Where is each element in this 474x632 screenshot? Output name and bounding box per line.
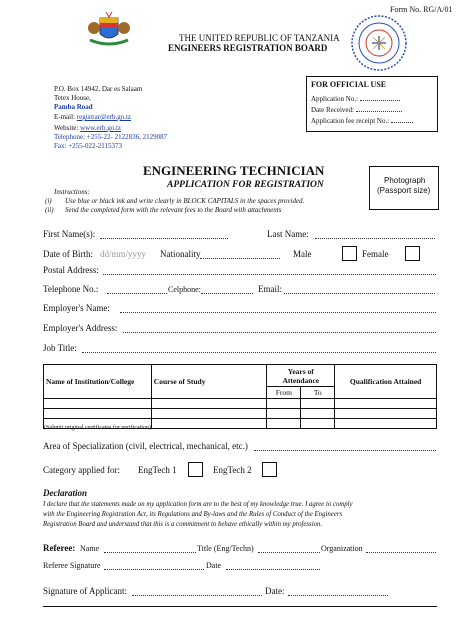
referee-signature-label: Referee Signature — [43, 561, 101, 570]
header-from: From — [267, 387, 301, 399]
referee-label: Referee: — [43, 543, 76, 553]
engtech2-checkbox[interactable] — [262, 462, 277, 477]
employer-name-label: Employer's Name: — [43, 303, 110, 313]
referee-name-field[interactable] — [104, 552, 196, 553]
employer-address-label: Employer's Address: — [43, 323, 118, 333]
instruction-2: Send the completed form with the relevant fees to the Board with attachments — [65, 206, 282, 214]
specialization-field[interactable] — [254, 450, 436, 451]
dob-input[interactable]: dd/mm/yyyy — [100, 249, 147, 259]
telephone: Telephone: +255-22- 2122836, 2129087 — [54, 133, 168, 141]
cellphone-field[interactable] — [201, 293, 253, 294]
referee-organization-field[interactable] — [366, 552, 436, 553]
photo-label: Photograph — [384, 176, 426, 185]
declaration-text-3: Registration Board and understand that this is a commitment to behave ethically within my profession. — [43, 521, 323, 528]
referee-name-label: Name — [80, 544, 100, 553]
date-received-label: Date Received: — [311, 106, 354, 114]
job-title-label: Job Title: — [43, 343, 77, 353]
date-received-field[interactable] — [356, 111, 402, 112]
instruction-2-number: (ii) — [45, 206, 54, 214]
telephone-field[interactable] — [107, 293, 167, 294]
instruction-1-number: (i) — [45, 197, 52, 205]
header-qualification: Qualification Attained — [335, 365, 437, 399]
telephone-label: Telephone No.: — [43, 284, 99, 294]
tanzania-coat-of-arms-logo — [86, 10, 132, 48]
application-number-label: Application No.: — [311, 95, 359, 103]
date-received — [311, 106, 402, 114]
declaration-text-1: I declare that the statements made on my application form are to the best of my knowledge true. I agree to comply — [43, 501, 353, 508]
specialization-label: Area of Specialization (civil, electrical, mechanical, etc.) — [43, 441, 248, 451]
last-name-label: Last Name: — [267, 229, 309, 239]
table-note: (Submit original certificates for verification) — [44, 425, 151, 431]
official-use-title: FOR OFFICIAL USE — [311, 80, 387, 89]
application-number-field[interactable] — [360, 100, 400, 101]
table-row[interactable] — [44, 409, 437, 419]
engtech1-label: EngTech 1 — [138, 465, 177, 475]
republic-title: THE UNITED REPUBLIC OF TANZANIA — [179, 33, 340, 43]
email-field-label: Email: — [258, 284, 282, 294]
email-label: E-mail: — [54, 113, 75, 121]
fee-receipt — [311, 117, 413, 125]
erb-seal-logo — [350, 14, 408, 72]
website-link[interactable]: www.erb.go.tz — [80, 124, 122, 132]
first-names-field[interactable] — [100, 238, 228, 239]
declaration-heading: Declaration — [43, 488, 87, 498]
referee-title-field[interactable] — [258, 552, 320, 553]
referee-date-field[interactable] — [226, 569, 320, 570]
applicant-date-field[interactable] — [288, 595, 388, 596]
last-name-field[interactable] — [315, 238, 435, 239]
photo-size-label: (Passport size) — [377, 186, 431, 195]
applicant-signature-field[interactable] — [132, 595, 262, 596]
form-number: Form No. RG/A/01 — [390, 5, 453, 14]
referee-title-label: Title (Eng/Techn) — [197, 544, 254, 553]
referee-organization-label: Organization — [321, 544, 363, 553]
website-label: Website: — [54, 124, 79, 132]
header-course: Course of Study — [151, 365, 267, 399]
house: Tetex House, — [54, 94, 91, 102]
website-line — [54, 124, 121, 132]
form-title: ENGINEERING TECHNICIAN — [143, 163, 325, 178]
cellphone-label: Celphone: — [168, 285, 201, 294]
road: Pamba Road — [54, 103, 93, 111]
table-row[interactable] — [44, 399, 437, 409]
fee-receipt-label: Application fee receipt No.: — [311, 117, 390, 125]
board-title: ENGINEERS REGISTRATION BOARD — [168, 43, 328, 53]
category-label: Category applied for: — [43, 465, 120, 475]
footer-divider — [43, 606, 437, 607]
declaration-text-2: with the Engineering Registration Act, its Regulations and By-laws and the Rules of Conduct of the Engineers — [43, 511, 343, 518]
employer-address-field[interactable] — [123, 332, 436, 333]
dob-label: Date of Birth: — [43, 249, 93, 259]
nationality-label: Nationality — [160, 249, 201, 259]
male-label: Male — [293, 249, 312, 259]
job-title-field[interactable] — [82, 352, 436, 353]
first-names-label: First Name(s): — [43, 229, 96, 239]
application-number — [311, 95, 400, 103]
fee-receipt-field[interactable] — [391, 122, 413, 123]
form-subtitle: APPLICATION FOR REGISTRATION — [167, 180, 324, 190]
male-checkbox[interactable] — [342, 246, 357, 261]
instruction-1: Use blue or black ink and write clearly in BLOCK CAPITALS in the spaces provided. — [65, 197, 305, 205]
engtech2-label: EngTech 2 — [213, 465, 252, 475]
employer-name-field[interactable] — [120, 312, 436, 313]
header-institution: Name of Institution/College — [44, 365, 152, 399]
female-checkbox[interactable] — [405, 246, 420, 261]
po-box: P.O. Box 14942, Dar es Salaam — [54, 85, 143, 93]
instructions-heading: Instructions: — [54, 188, 90, 196]
referee-signature-field[interactable] — [104, 569, 204, 570]
nationality-field[interactable] — [200, 258, 280, 259]
qualifications-table — [43, 364, 437, 429]
applicant-date-label: Date: — [265, 586, 285, 596]
email-line — [54, 113, 131, 121]
email-field[interactable] — [284, 293, 435, 294]
email-link[interactable]: registrar@erb.go.tz — [76, 113, 132, 121]
postal-address-field[interactable] — [103, 274, 436, 275]
fax: Fax: +255-022-2115373 — [54, 142, 123, 150]
engtech1-checkbox[interactable] — [188, 462, 203, 477]
applicant-signature-label: Signature of Applicant: — [43, 586, 127, 596]
referee-date-label: Date — [206, 561, 222, 570]
female-label: Female — [362, 249, 389, 259]
postal-address-label: Postal Address: — [43, 265, 99, 275]
header-years: Years of Attendance — [267, 365, 335, 387]
header-to: To — [301, 387, 335, 399]
